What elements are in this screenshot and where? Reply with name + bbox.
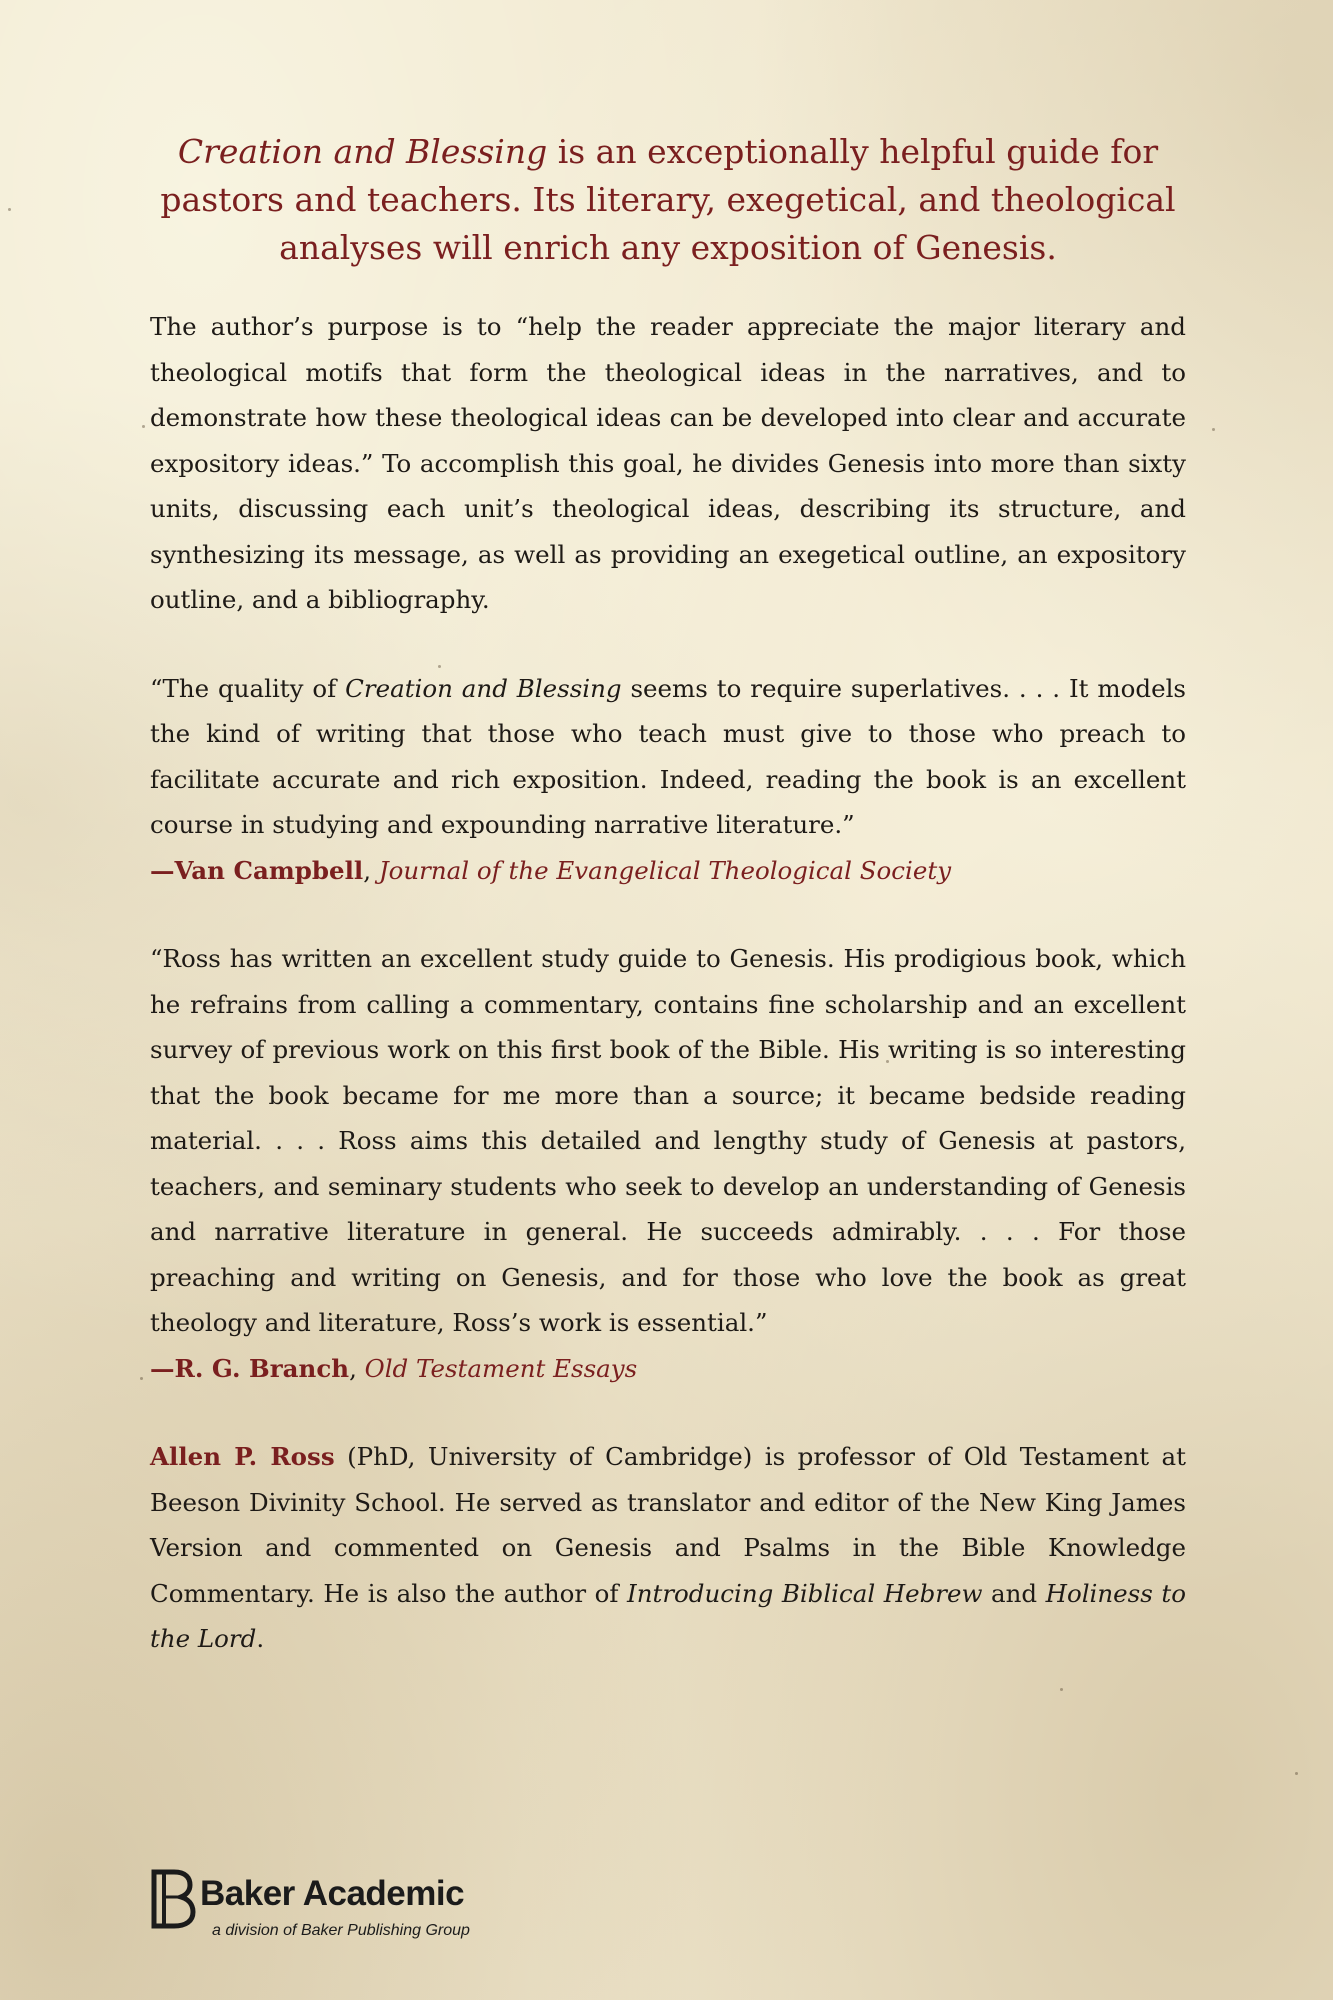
lead-text: is an exceptionally helpful guide for pastors and teachers. Its literary, exegetical, and theological analyses will enrich any exposition of Genesis.	[160, 132, 1176, 267]
paper-speck	[142, 425, 145, 428]
author-bio-block	[150, 1434, 1186, 1662]
endorsement-quote: “Ross has written an excellent study guide to Genesis. His prodigious book, which he refrains from calling a commentary, contains fine scholarship and an excellent survey of previous work on this first book of the Bible. His writing is so interesting that the book became for me more than a source; it became bedside reading material. . . . Ross aims this detailed and lengthy study of Genesis at pastors, teachers, and seminary students who seek to develop an understanding of Genesis and narrative literature in general. He succeeds admirably. . . . For those preaching and writing on Genesis, and for those who love the book as great theology and literature, Ross’s work is essential.”	[150, 944, 1186, 1337]
lead-book-title: Creation and Blessing	[177, 132, 548, 171]
bio-text: and	[982, 1578, 1046, 1608]
description-block	[150, 304, 1186, 623]
description-paragraph: The author’s purpose is to “help the reader appreciate the major literary and theological motifs that form the theological ideas in the narratives, and to demonstrate how these theological ideas can be developed into clear and accurate expository ideas.” To accomplish this goal, he divides Genesis into more than sixty units, discussing each unit’s theological ideas, describing its structure, and synthesizing its message, as well as providing an exegetical outline, an expository outline, and a bibliography.	[150, 312, 1186, 614]
baker-b-logo-icon	[150, 1868, 196, 1930]
bio-text: .	[256, 1624, 265, 1653]
endorsement-campbell	[150, 666, 1186, 894]
back-cover-content	[150, 128, 1186, 1705]
endorsement-attribution	[150, 848, 1186, 894]
endorsement-branch	[150, 936, 1186, 1391]
endorser-name: —R. G. Branch	[150, 1353, 350, 1383]
paper-speck	[140, 1377, 143, 1380]
bio-book-title: Introducing Biblical Hebrew	[627, 1578, 983, 1608]
paper-speck	[1212, 428, 1215, 431]
attribution-separator: ,	[363, 855, 379, 885]
publisher-name: Baker Academic	[200, 1874, 465, 1913]
bio-book-title: Holiness to the Lord	[150, 1578, 1186, 1653]
endorser-source: Old Testament Essays	[364, 1353, 638, 1383]
quote-part: seems to require superlatives. . . . It models the kind of writing that those who teach must give to those who preach to facilitate accurate and rich exposition. Indeed, reading the book is an excellent course in studying and expounding narrative literature.”	[150, 673, 1186, 839]
publisher-tagline: a division of Baker Publishing Group	[212, 1922, 470, 1939]
author-name: Allen P. Ross	[150, 1442, 335, 1471]
paper-speck	[1295, 1772, 1298, 1775]
paper-speck	[8, 208, 11, 211]
endorsement-quote	[150, 666, 1186, 848]
endorser-name: —Van Campbell	[150, 855, 364, 885]
quote-part: “The quality of	[150, 673, 346, 703]
lead-blurb	[150, 128, 1186, 272]
attribution-separator: ,	[349, 1353, 365, 1383]
endorser-source: Journal of the Evangelical Theological Society	[378, 855, 952, 885]
publisher-logo	[150, 1868, 610, 1958]
author-bio	[150, 1434, 1186, 1662]
bio-text: (PhD, University of Cambridge) is professor of Old Testament at Beeson Divinity School. He served as translator and editor of the New King James Version and commented on Genesis and Psalms in the Bible Knowledge Commentary. He is also the author of	[150, 1442, 1186, 1608]
endorsement-attribution	[150, 1346, 1186, 1392]
quote-book-title: Creation and Blessing	[345, 673, 622, 703]
